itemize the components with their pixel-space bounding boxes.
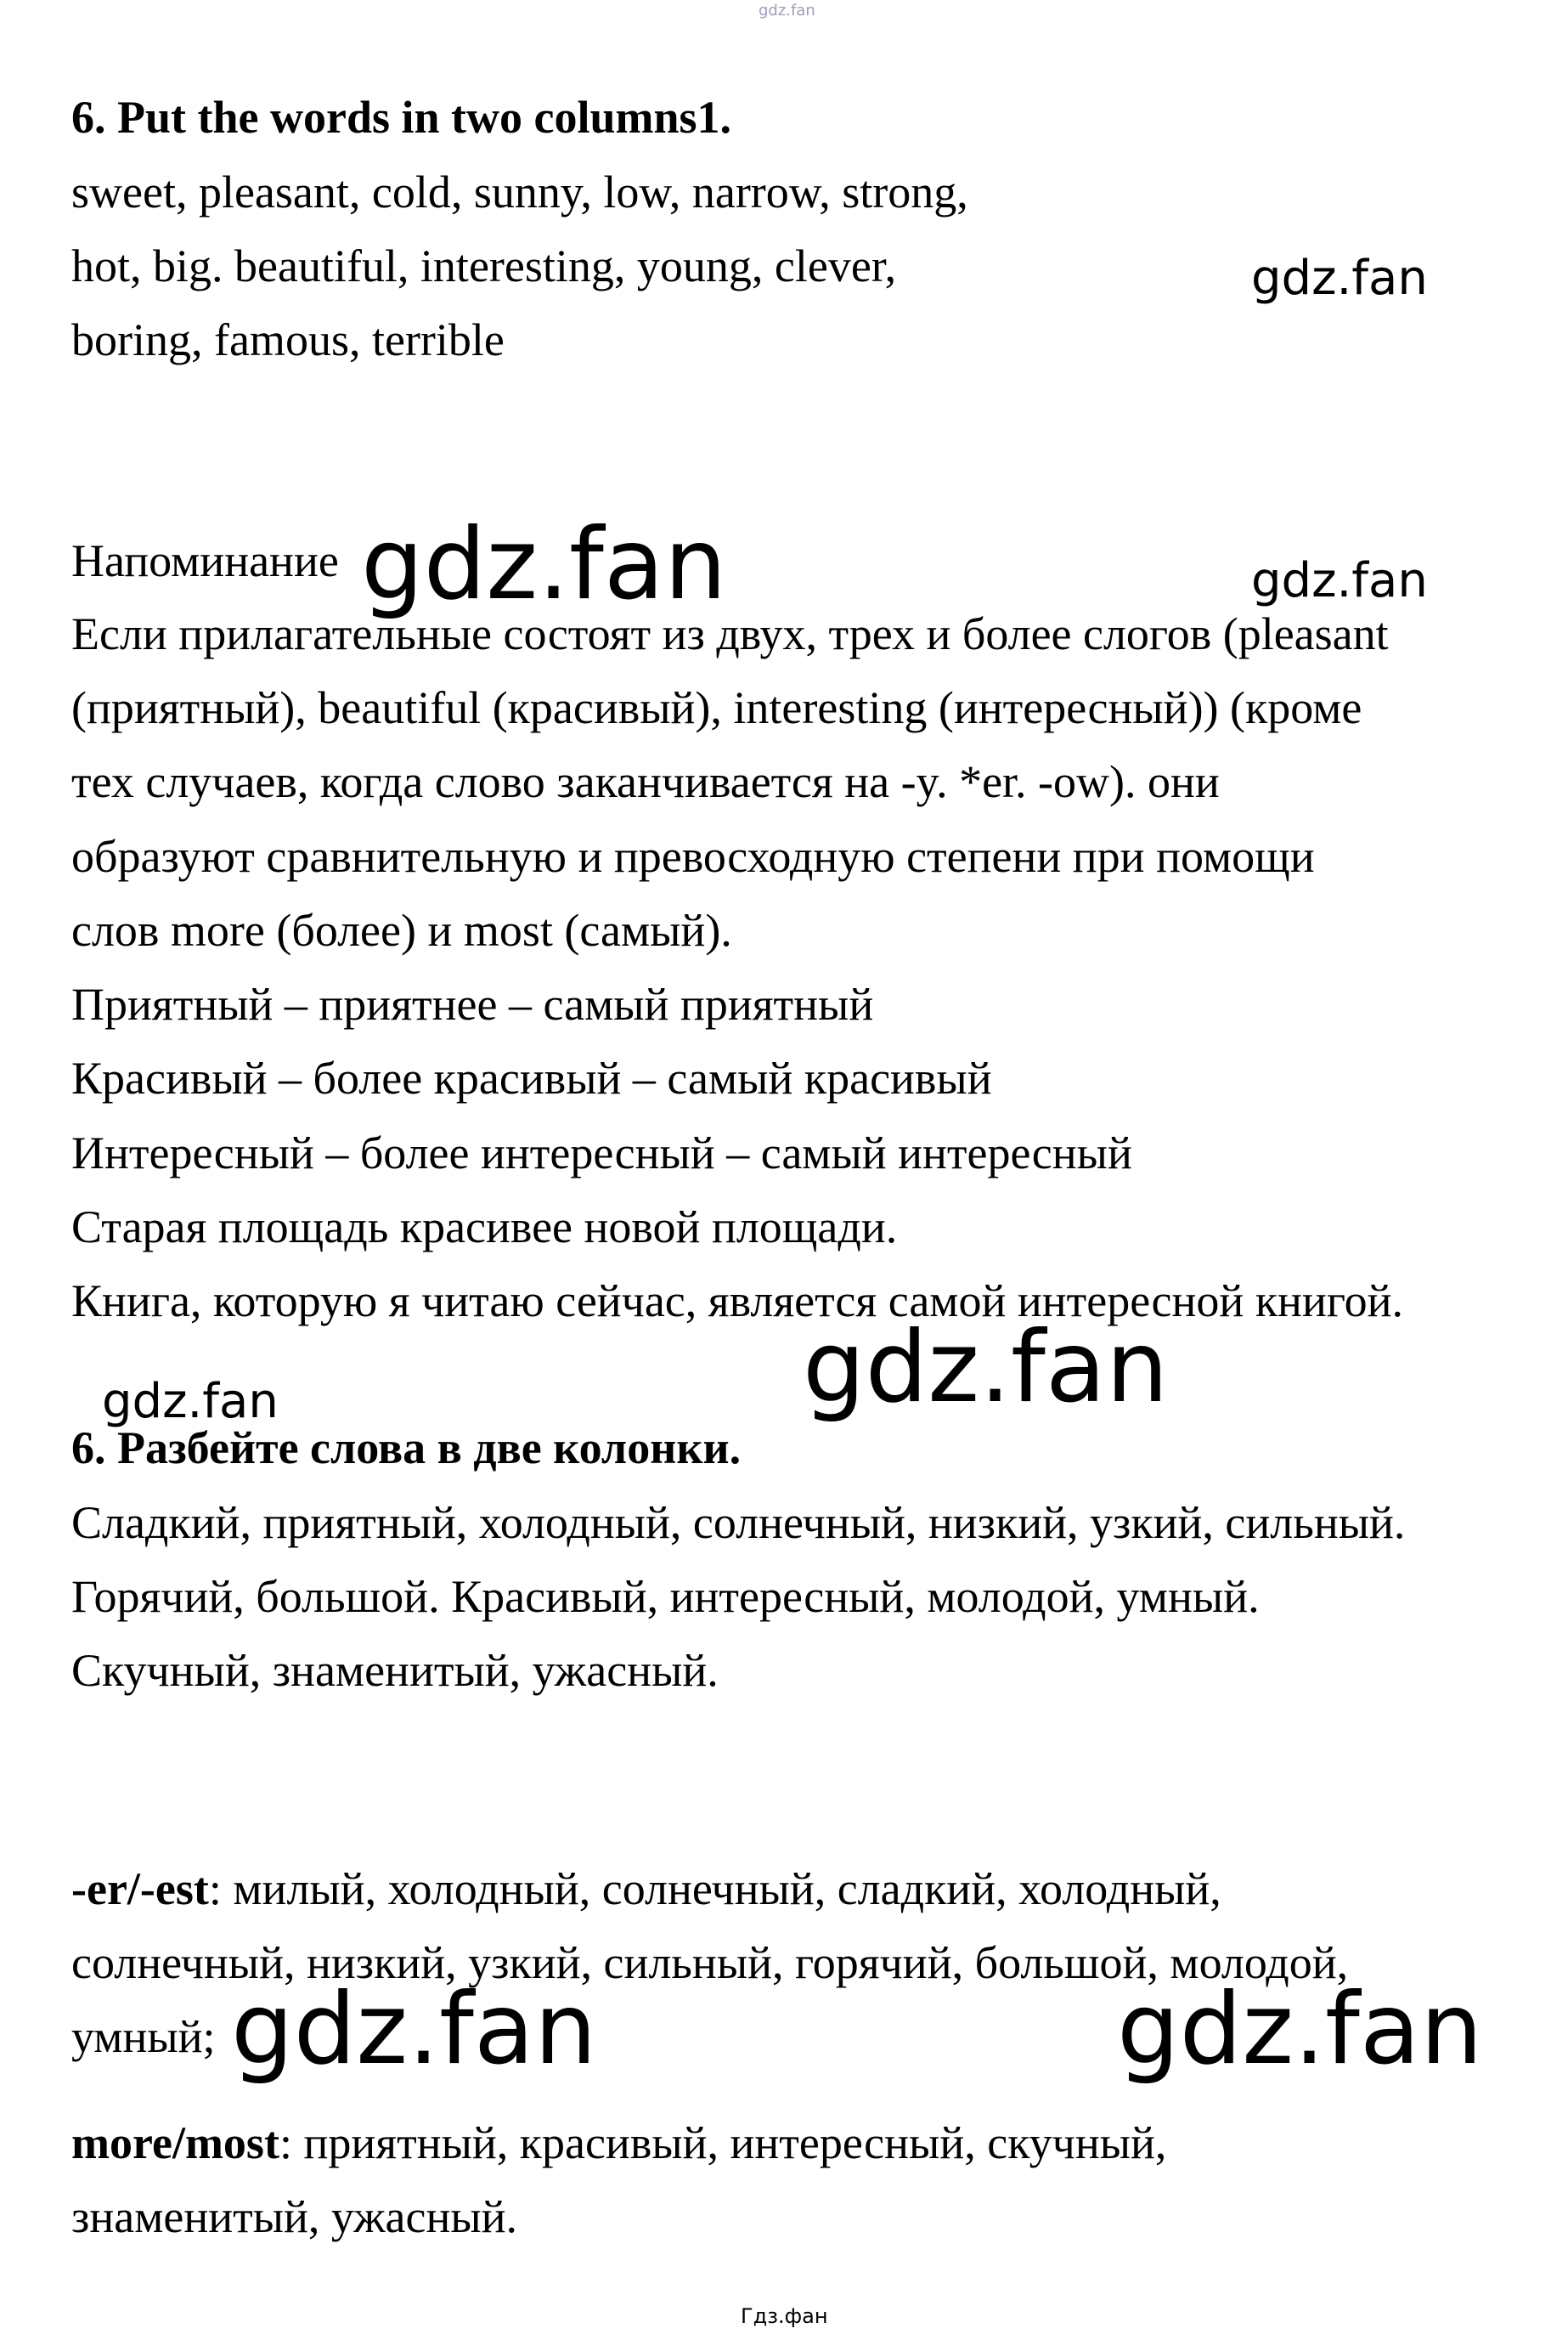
watermark-large: gdz.fan bbox=[361, 507, 727, 622]
watermark-large: gdz.fan bbox=[1117, 1972, 1483, 2087]
reminder-example-4: Старая площадь красивее новой площади. bbox=[71, 1201, 898, 1252]
er-est-words: : милый, холодный, солнечный, сладкий, холодный, bbox=[208, 1863, 1221, 1914]
reminder-example-1: Приятный – приятнее – самый приятный bbox=[71, 979, 874, 1030]
reminder-label: Напоминание bbox=[71, 535, 339, 586]
ru-word-line-1: Сладкий, приятный, холодный, солнечный, низкий, узкий, сильный. bbox=[71, 1497, 1406, 1548]
reminder-example-5: Книга, которую я читаю сейчас, является самой интересной книгой. bbox=[71, 1275, 1404, 1326]
watermark-small: gdz.fan bbox=[1251, 553, 1428, 608]
answer-er-line-3: умный; bbox=[71, 2011, 216, 2062]
word-list-line-2: hot, big. beautiful, interesting, young, clever, bbox=[71, 240, 897, 291]
reminder-line-3: тех случаев, когда слово заканчивается на -y. *er. -ow). они bbox=[71, 756, 1220, 807]
exercise-heading-ru: 6. Разбейте слова в две колонки. bbox=[71, 1422, 742, 1473]
er-est-label: -er/-est bbox=[71, 1863, 209, 1914]
word-list-line-3: boring, famous, terrible bbox=[71, 314, 505, 365]
answer-more-line-2: знаменитый, ужасный. bbox=[71, 2191, 518, 2242]
watermark-large: gdz.fan bbox=[803, 1310, 1169, 1425]
reminder-example-2: Красивый – более красивый – самый красивый bbox=[71, 1053, 992, 1104]
answer-er-line-1 bbox=[71, 1862, 1221, 1916]
reminder-line-4: образуют сравнительную и превосходную степени при помощи bbox=[71, 831, 1315, 882]
reminder-line-5: слов more (более) и most (самый). bbox=[71, 905, 732, 956]
watermark-large: gdz.fan bbox=[231, 1972, 597, 2087]
reminder-line-1: Если прилагательные состоят из двух, трех и более слогов (pleasant bbox=[71, 608, 1389, 659]
reminder-line-2: (приятный), beautiful (красивый), interesting (интересный)) (кроме bbox=[71, 682, 1362, 733]
watermark-small: gdz.fan bbox=[1251, 251, 1428, 306]
answer-er-line-2: солнечный, низкий, узкий, сильный, горячий, большой, молодой, bbox=[71, 1937, 1349, 1988]
exercise-heading-en: 6. Put the words in two columns1. bbox=[71, 92, 732, 143]
word-list-line-1: sweet, pleasant, cold, sunny, low, narrow, strong, bbox=[71, 167, 968, 218]
reminder-example-3: Интересный – более интересный – самый интересный bbox=[71, 1127, 1132, 1178]
header-watermark: gdz.fan bbox=[759, 2, 815, 20]
more-most-label: more/most bbox=[71, 2117, 279, 2168]
ru-word-line-3: Скучный, знаменитый, ужасный. bbox=[71, 1645, 719, 1696]
more-most-words: : приятный, красивый, интересный, скучный, bbox=[279, 2117, 1167, 2168]
footer-site: Гдз.фан bbox=[741, 2304, 828, 2328]
answer-more-line-1 bbox=[71, 2116, 1166, 2170]
ru-word-line-2: Горячий, большой. Красивый, интересный, молодой, умный. bbox=[71, 1571, 1260, 1622]
watermark-small: gdz.fan bbox=[102, 1374, 279, 1429]
